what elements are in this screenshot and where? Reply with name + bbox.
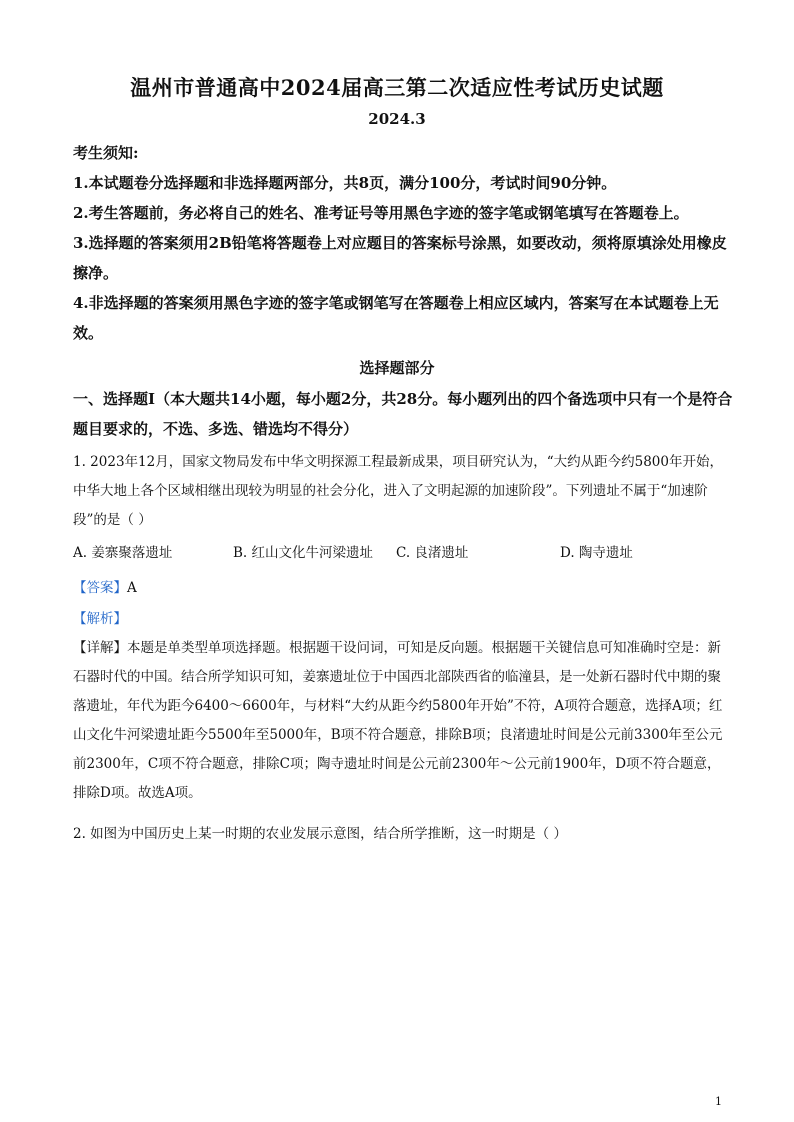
option-c: C. 良渚遗址 bbox=[396, 545, 469, 561]
exam-date: 2024.3 bbox=[368, 110, 426, 128]
option-d: D. 陶寺遗址 bbox=[560, 545, 633, 561]
question-2-stem bbox=[73, 820, 723, 849]
option-b: B. 红山文化牛河梁遗址 bbox=[233, 545, 374, 561]
detail-label: 【详解】 bbox=[73, 640, 127, 656]
detail-paragraph bbox=[73, 634, 723, 808]
notice-heading: 考生须知: bbox=[73, 144, 139, 162]
option-a: A. 姜寨聚落遗址 bbox=[73, 545, 173, 561]
section-heading: 选择题部分 bbox=[359, 359, 435, 377]
part-heading: 一、选择题Ⅰ（本大题共14小题，每小题2分，共28分。每小题列出的四个备选项中只有一个是符合题目要求的，不选、多选、错选均不得分） bbox=[73, 390, 733, 438]
question-1-text: 1. 2023年12月，国家文物局发布中华文明探源工程最新成果，项目研究认为，“大约从距今约5800年开始，中华大地上各个区域相继出现较为明显的社会分化，进入了文明起源的加速阶段”。下列遗址不属于“加速阶段”的是（ ） bbox=[73, 454, 723, 528]
page-title: 温州市普通高中2024届高三第二次适应性考试历史试题 bbox=[130, 75, 664, 100]
notice-item-4: 4.非选择题的答案须用黑色字迹的签字笔或钢笔写在答题卷上相应区域内，答案写在本试题卷上无效。 bbox=[73, 294, 719, 342]
analysis-label: 【解析】 bbox=[73, 611, 127, 627]
detail-text: 本题是单类型单项选择题。根据题干设问词，可知是反向题。根据题干关键信息可知准确时空是：新石器时代的中国。结合所学知识可知，姜寨遗址位于中国西北部陕西省的临潼县，是一处新石器时代中期的聚落遗址，年代为距今6400～6600年，与材料“大约从距今约5800年开始”不符，A项符合题意，选择A项；红山文化牛河梁遗址距今5500年至5000年，B项不符合题意，排除B项；良渚遗址时间是公元前3300年至公元前2300年，C项不符合题意，排除C项；陶寺遗址时间是公元前2300年～公元前1900年，D项不符合题意，排除D项。故选A项。 bbox=[73, 640, 723, 801]
answer-line bbox=[73, 576, 137, 596]
notice-item-3: 3.选择题的答案须用2B铅笔将答题卷上对应题目的答案标号涂黑，如要改动，须将原填涂处用橡皮擦净。 bbox=[73, 234, 727, 282]
answer-label: 【答案】 bbox=[73, 580, 127, 596]
detail-block bbox=[73, 634, 723, 808]
question-2-text: 2. 如图为中国历史上某一时期的农业发展示意图，结合所学推断，这一时期是（ ） bbox=[73, 826, 567, 842]
page-number: 1 bbox=[715, 1095, 722, 1108]
analysis-line bbox=[73, 607, 127, 627]
notice-block bbox=[73, 138, 733, 348]
answer-value: A bbox=[127, 580, 137, 596]
notice-item-2: 2.考生答题前，务必将自己的姓名、准考证号等用黑色字迹的签字笔或钢笔填写在答题卷上。 bbox=[73, 204, 689, 222]
notice-item-1: 1.本试题卷分选择题和非选择题两部分，共8页，满分100分，考试时间90分钟。 bbox=[73, 174, 617, 192]
question-1-stem bbox=[73, 448, 723, 535]
